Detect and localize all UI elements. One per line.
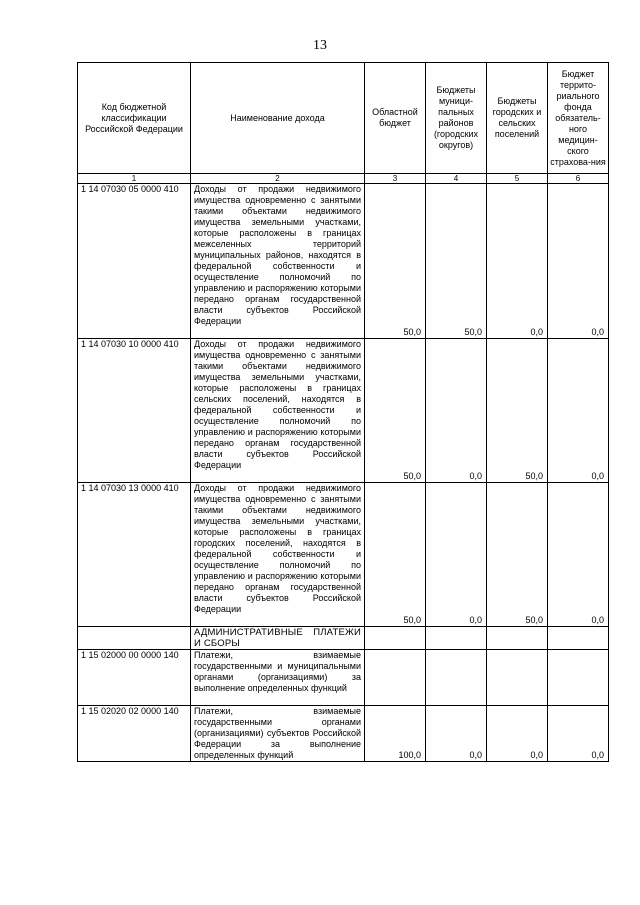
table-row — [78, 650, 609, 706]
revenue-name: Платежи, взимаемые государственными и муниципальными органами (организациями) за выполнение определенных функций — [191, 650, 365, 706]
table-row — [78, 706, 609, 762]
section-row — [78, 627, 609, 650]
column-number: 3 — [365, 174, 426, 184]
revenue-name: Платежи, взимаемые государственными органами (организациями) субъектов Российской Федерации за выполнение определенных функций — [191, 706, 365, 762]
value-regional — [365, 650, 426, 706]
value-urban-rural: 50,0 — [487, 339, 548, 483]
table-row — [78, 339, 609, 483]
value-municipal — [426, 627, 487, 650]
table-row — [78, 483, 609, 627]
value-fund — [548, 650, 609, 706]
column-number: 4 — [426, 174, 487, 184]
column-number: 2 — [191, 174, 365, 184]
header-urban-rural: Бюджеты городских и сельских поселений — [487, 63, 548, 174]
column-number: 5 — [487, 174, 548, 184]
value-urban-rural — [487, 650, 548, 706]
column-number-row — [78, 174, 609, 184]
value-municipal: 50,0 — [426, 184, 487, 339]
header-code: Код бюджетной классификации Российской Федерации — [78, 63, 191, 174]
header-name: Наименование дохода — [191, 63, 365, 174]
revenue-table — [77, 62, 609, 762]
budget-code: 1 14 07030 13 0000 410 — [78, 483, 191, 627]
value-urban-rural: 0,0 — [487, 184, 548, 339]
header-municipal: Бюджеты муници-пальных районов (городских округов) — [426, 63, 487, 174]
table-row — [78, 184, 609, 339]
value-fund: 0,0 — [548, 184, 609, 339]
budget-code: 1 14 07030 05 0000 410 — [78, 184, 191, 339]
value-municipal: 0,0 — [426, 483, 487, 627]
budget-code: 1 15 02000 00 0000 140 — [78, 650, 191, 706]
value-fund — [548, 627, 609, 650]
value-urban-rural: 50,0 — [487, 483, 548, 627]
budget-code — [78, 627, 191, 650]
value-urban-rural — [487, 627, 548, 650]
value-regional — [365, 627, 426, 650]
budget-code: 1 14 07030 10 0000 410 — [78, 339, 191, 483]
revenue-name: Доходы от продажи недвижимого имущества одновременно с занятыми такими объектами недвижимого имущества земельными участками, которые расположены в границах городских поселений, находятся в федеральной собственности и осуществление полномочий по управлению и распоряжению которыми передано органам государственной власти субъектов Российской Федерации — [191, 483, 365, 627]
value-municipal: 0,0 — [426, 339, 487, 483]
value-municipal — [426, 650, 487, 706]
column-number: 1 — [78, 174, 191, 184]
value-regional: 100,0 — [365, 706, 426, 762]
section-title: АДМИНИСТРАТИВНЫЕ ПЛАТЕЖИ И СБОРЫ — [191, 627, 365, 650]
column-number: 6 — [548, 174, 609, 184]
value-urban-rural: 0,0 — [487, 706, 548, 762]
revenue-name: Доходы от продажи недвижимого имущества одновременно с занятыми такими объектами недвижимого имущества земельными участками, которые расположены в границах сельских поселений, находятся в федеральной собственности и осуществление полномочий по управлению и распоряжению которыми передано органам государственной власти субъектов Российской Федерации — [191, 339, 365, 483]
value-regional: 50,0 — [365, 184, 426, 339]
value-fund: 0,0 — [548, 706, 609, 762]
page-number: 13 — [313, 38, 327, 53]
value-regional: 50,0 — [365, 339, 426, 483]
value-municipal: 0,0 — [426, 706, 487, 762]
header-regional: Областной бюджет — [365, 63, 426, 174]
header-fund: Бюджет террито-риального фонда обязатель-ного медицин-ского страхова-ния — [548, 63, 609, 174]
value-regional: 50,0 — [365, 483, 426, 627]
budget-code: 1 15 02020 02 0000 140 — [78, 706, 191, 762]
value-fund: 0,0 — [548, 339, 609, 483]
value-fund: 0,0 — [548, 483, 609, 627]
table-header-row — [78, 63, 609, 174]
revenue-name: Доходы от продажи недвижимого имущества одновременно с занятыми такими объектами недвижимого имущества земельными участками, которые расположены в границах межселенных территорий муниципальных районов, находятся в федеральной собственности и осуществление полномочий по управлению и распоряжению которыми передано органам государственной власти субъектов Российской Федерации — [191, 184, 365, 339]
